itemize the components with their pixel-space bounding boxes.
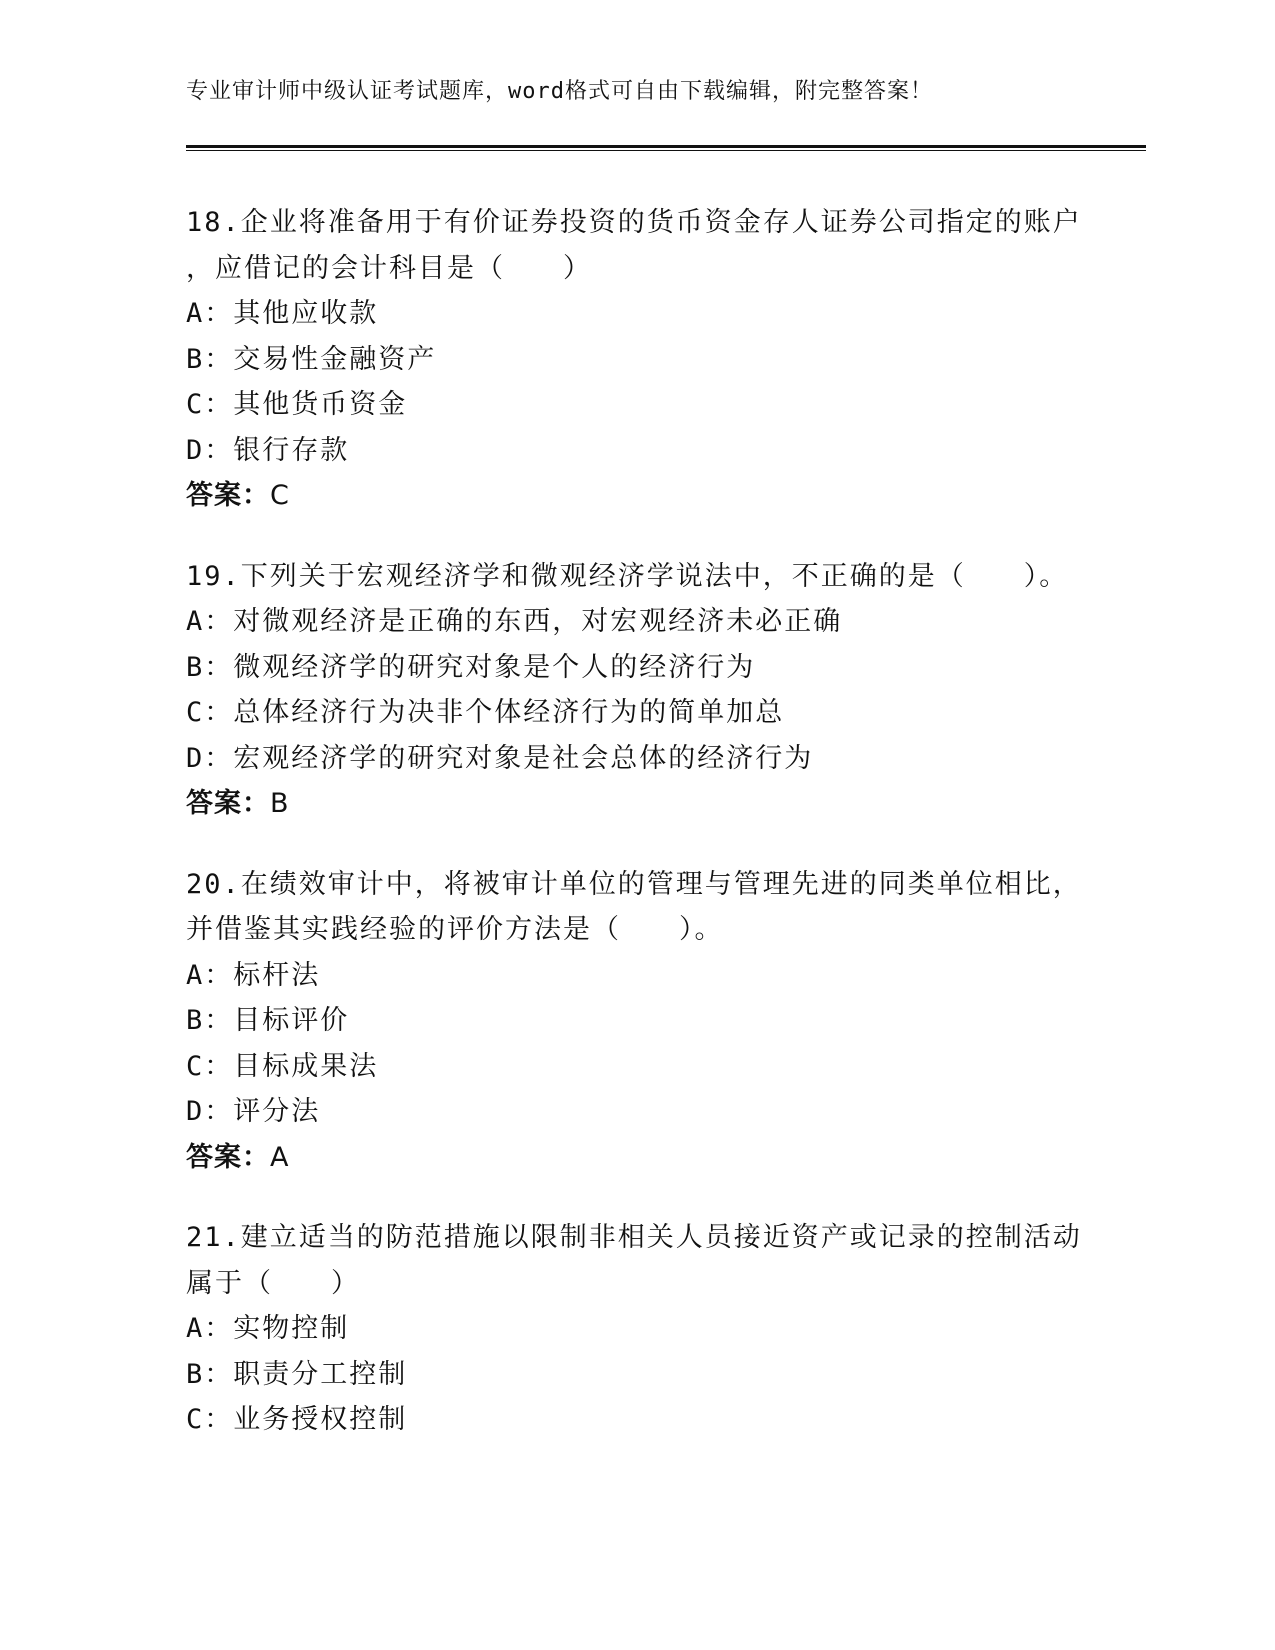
option-c: C：目标成果法: [186, 1050, 379, 1082]
option-c: C：业务授权控制: [186, 1404, 408, 1435]
option-a: A：标杆法: [186, 959, 321, 991]
option-c: C：其他货币资金: [186, 389, 408, 420]
option-c: C：总体经济行为决非个体经济行为的简单加总: [186, 697, 785, 728]
question-20: [186, 862, 1146, 1181]
option-d: D：银行存款: [186, 434, 350, 466]
option-d: D：宏观经济学的研究对象是社会总体的经济行为: [186, 742, 814, 774]
option-b: B：微观经济学的研究对象是个人的经济行为: [186, 651, 756, 683]
answer-line: [186, 781, 1146, 827]
question-text-line: 20.在绩效审计中，将被审计单位的管理与管理先进的同类单位相比，: [186, 868, 1082, 900]
question-text-line: 属于（ ）: [186, 1267, 360, 1299]
answer-line: [186, 1135, 1146, 1181]
answer-value: C: [270, 480, 290, 511]
question-text-line: 18.企业将准备用于有价证券投资的货币资金存人证券公司指定的账户: [186, 207, 1082, 238]
option-b: B：交易性金融资产: [186, 343, 437, 375]
question-list: [186, 200, 1146, 1478]
question-21: [186, 1215, 1146, 1443]
option-a: A：对微观经济是正确的东西，对宏观经济未必正确: [186, 606, 843, 637]
page-header: 专业审计师中级认证考试题库，word格式可自由下载编辑，附完整答案！: [186, 79, 933, 104]
answer-label: 答案：: [186, 788, 270, 819]
question-text-line: ，应借记的会计科目是（ ）: [186, 252, 592, 284]
question-19: [186, 554, 1146, 827]
question-text-line: 19.下列关于宏观经济学和微观经济学说法中，不正确的是（ ）。: [186, 560, 1069, 592]
answer-value: B: [270, 788, 290, 819]
option-d: D：评分法: [186, 1096, 321, 1127]
question-text-line: 21.建立适当的防范措施以限制非相关人员接近资产或记录的控制活动: [186, 1222, 1082, 1253]
answer-label: 答案：: [186, 480, 270, 511]
answer-value: A: [270, 1141, 290, 1173]
question-18: [186, 200, 1146, 519]
option-a: A：其他应收款: [186, 298, 379, 329]
option-b: B：职责分工控制: [186, 1358, 408, 1390]
option-b: B：目标评价: [186, 1005, 350, 1036]
header-rule-thin: [186, 150, 1146, 151]
option-a: A：实物控制: [186, 1313, 350, 1344]
answer-line: [186, 473, 1146, 519]
header-rule-thick: [186, 145, 1146, 148]
question-text-line: 并借鉴其实践经验的评价方法是（ ）。: [186, 914, 724, 945]
answer-label: 答案：: [186, 1141, 270, 1173]
